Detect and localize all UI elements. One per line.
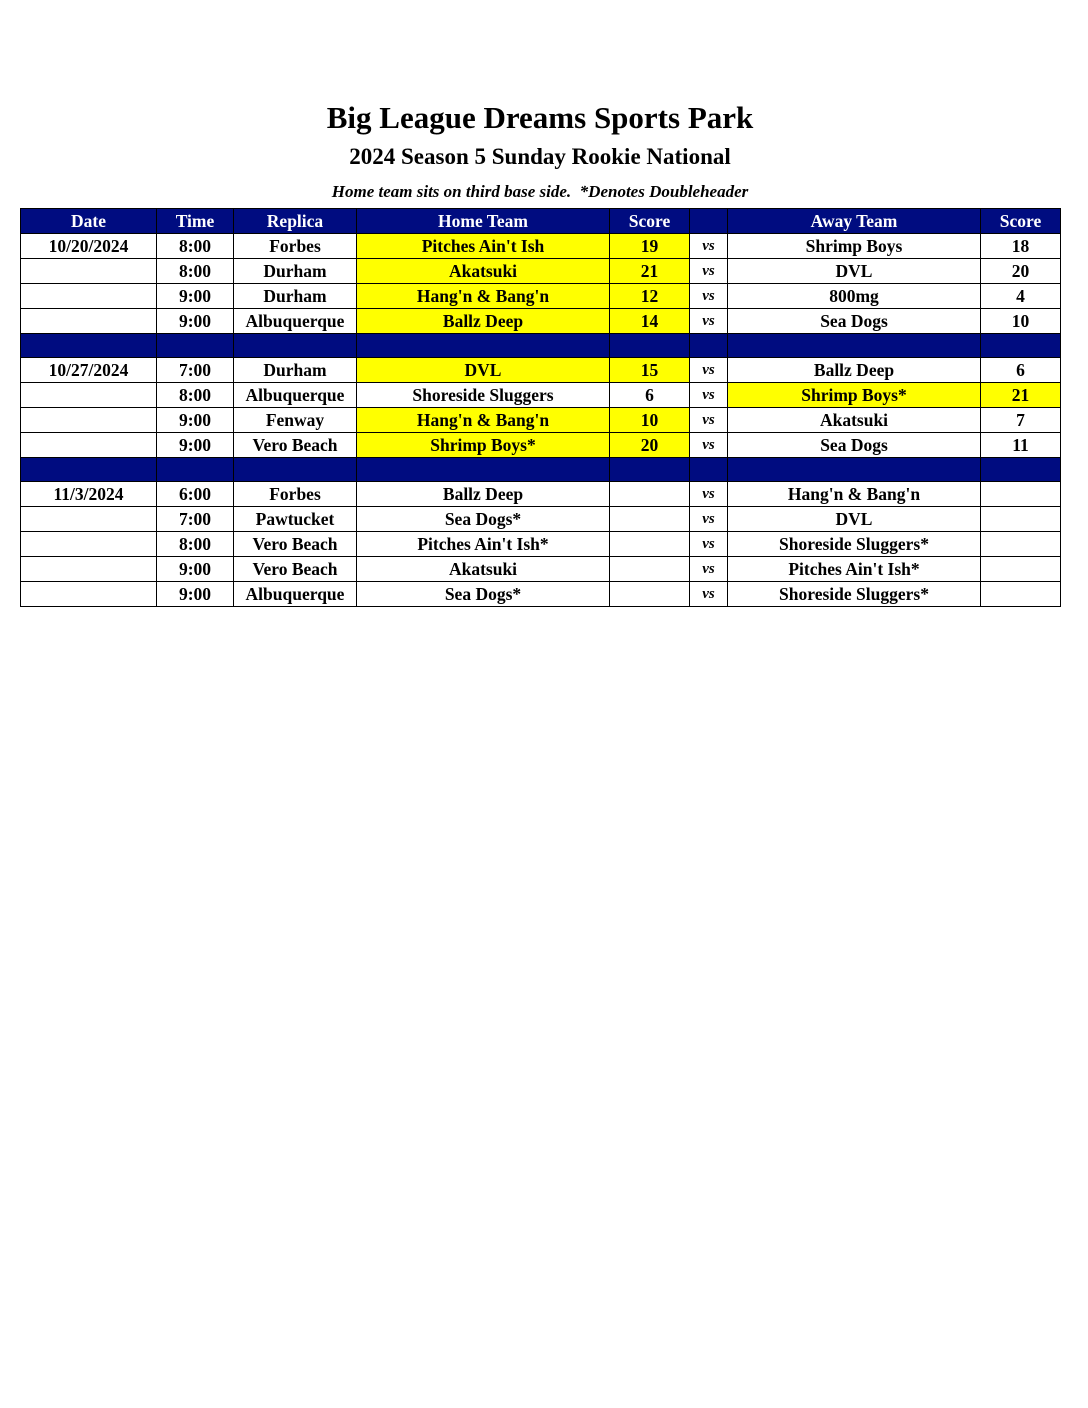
away-score-cell: 4 [981, 284, 1061, 309]
game-time-cell: 6:00 [157, 482, 234, 507]
away-team-cell: Pitches Ain't Ish* [728, 557, 981, 582]
separator-cell [610, 458, 690, 482]
schedule-table [20, 208, 1061, 607]
game-date-cell [21, 557, 157, 582]
game-replica-cell: Vero Beach [234, 532, 357, 557]
table-row [21, 234, 1061, 259]
home-score-cell: 14 [610, 309, 690, 334]
game-date-cell [21, 284, 157, 309]
separator-cell [21, 334, 157, 358]
game-time-cell: 9:00 [157, 408, 234, 433]
week-separator-row [21, 334, 1061, 358]
game-replica-cell: Albuquerque [234, 383, 357, 408]
away-score-cell [981, 507, 1061, 532]
home-team-cell: Sea Dogs* [357, 582, 610, 607]
away-team-cell: Shoreside Sluggers* [728, 532, 981, 557]
home-team-cell: Shoreside Sluggers [357, 383, 610, 408]
separator-cell [728, 458, 981, 482]
home-team-cell: Hang'n & Bang'n [357, 284, 610, 309]
away-team-cell: Shrimp Boys [728, 234, 981, 259]
game-time-cell: 8:00 [157, 532, 234, 557]
game-replica-cell: Durham [234, 358, 357, 383]
vs-label-cell: vs [690, 284, 728, 309]
game-date-cell [21, 259, 157, 284]
game-date-cell [21, 383, 157, 408]
game-replica-cell: Albuquerque [234, 582, 357, 607]
vs-label-cell: vs [690, 582, 728, 607]
away-score-cell: 18 [981, 234, 1061, 259]
vs-column-header [690, 209, 728, 234]
separator-cell [690, 458, 728, 482]
away-team-column-header: Away Team [728, 209, 981, 234]
home-score-cell: 21 [610, 259, 690, 284]
game-date-cell [21, 582, 157, 607]
away-score-cell: 6 [981, 358, 1061, 383]
home-score-cell: 19 [610, 234, 690, 259]
separator-cell [157, 458, 234, 482]
header-row [21, 209, 1061, 234]
home-team-cell: Hang'n & Bang'n [357, 408, 610, 433]
game-time-cell: 9:00 [157, 433, 234, 458]
away-team-cell: Shoreside Sluggers* [728, 582, 981, 607]
table-row [21, 309, 1061, 334]
game-time-cell: 7:00 [157, 507, 234, 532]
away-score-column-header: Score [981, 209, 1061, 234]
separator-cell [157, 334, 234, 358]
away-score-cell: 7 [981, 408, 1061, 433]
week-separator-row [21, 458, 1061, 482]
table-row [21, 582, 1061, 607]
home-score-cell: 6 [610, 383, 690, 408]
table-row [21, 557, 1061, 582]
game-replica-cell: Durham [234, 284, 357, 309]
home-team-column-header: Home Team [357, 209, 610, 234]
away-team-cell: Sea Dogs [728, 309, 981, 334]
home-score-cell [610, 507, 690, 532]
game-time-cell: 9:00 [157, 309, 234, 334]
table-row [21, 259, 1061, 284]
schedule-body [21, 234, 1061, 607]
home-score-cell [610, 482, 690, 507]
away-team-cell: Shrimp Boys* [728, 383, 981, 408]
table-row [21, 482, 1061, 507]
home-team-cell: Ballz Deep [357, 482, 610, 507]
game-replica-cell: Pawtucket [234, 507, 357, 532]
away-score-cell: 21 [981, 383, 1061, 408]
separator-cell [981, 458, 1061, 482]
table-row [21, 433, 1061, 458]
vs-label-cell: vs [690, 259, 728, 284]
separator-cell [728, 334, 981, 358]
vs-label-cell: vs [690, 532, 728, 557]
home-score-cell: 12 [610, 284, 690, 309]
game-time-cell: 7:00 [157, 358, 234, 383]
separator-cell [610, 334, 690, 358]
table-row [21, 358, 1061, 383]
away-team-cell: DVL [728, 507, 981, 532]
game-date-cell [21, 532, 157, 557]
game-time-cell: 8:00 [157, 383, 234, 408]
schedule-note: Home team sits on third base side. *Denotes Doubleheader [331, 182, 749, 201]
separator-cell [234, 334, 357, 358]
home-score-cell [610, 582, 690, 607]
page-title: Big League Dreams Sports Park [326, 100, 754, 135]
vs-label-cell: vs [690, 507, 728, 532]
home-team-cell: Shrimp Boys* [357, 433, 610, 458]
table-row [21, 408, 1061, 433]
game-date-cell [21, 309, 157, 334]
vs-label-cell: vs [690, 383, 728, 408]
home-score-cell [610, 557, 690, 582]
away-team-cell: 800mg [728, 284, 981, 309]
page-subtitle: 2024 Season 5 Sunday Rookie National [349, 144, 731, 169]
away-score-cell: 11 [981, 433, 1061, 458]
vs-label-cell: vs [690, 408, 728, 433]
date-column-header: Date [21, 209, 157, 234]
game-replica-cell: Vero Beach [234, 557, 357, 582]
game-date-cell [21, 408, 157, 433]
table-row [21, 532, 1061, 557]
home-team-cell: Pitches Ain't Ish [357, 234, 610, 259]
game-replica-cell: Albuquerque [234, 309, 357, 334]
game-date-cell: 11/3/2024 [21, 482, 157, 507]
separator-cell [690, 334, 728, 358]
home-team-cell: Akatsuki [357, 557, 610, 582]
home-team-cell: Sea Dogs* [357, 507, 610, 532]
home-team-cell: Akatsuki [357, 259, 610, 284]
home-team-cell: Ballz Deep [357, 309, 610, 334]
away-team-cell: Ballz Deep [728, 358, 981, 383]
game-replica-cell: Forbes [234, 234, 357, 259]
away-score-cell: 20 [981, 259, 1061, 284]
away-score-cell: 10 [981, 309, 1061, 334]
away-team-cell: DVL [728, 259, 981, 284]
away-score-cell [981, 482, 1061, 507]
home-team-cell: DVL [357, 358, 610, 383]
game-replica-cell: Durham [234, 259, 357, 284]
vs-label-cell: vs [690, 433, 728, 458]
vs-label-cell: vs [690, 309, 728, 334]
table-row [21, 383, 1061, 408]
time-column-header: Time [157, 209, 234, 234]
vs-label-cell: vs [690, 358, 728, 383]
game-date-cell [21, 507, 157, 532]
away-score-cell [981, 582, 1061, 607]
game-time-cell: 9:00 [157, 284, 234, 309]
separator-cell [357, 334, 610, 358]
vs-label-cell: vs [690, 234, 728, 259]
game-date-cell: 10/20/2024 [21, 234, 157, 259]
home-score-column-header: Score [610, 209, 690, 234]
game-replica-cell: Vero Beach [234, 433, 357, 458]
game-time-cell: 8:00 [157, 259, 234, 284]
home-score-cell: 15 [610, 358, 690, 383]
home-team-cell: Pitches Ain't Ish* [357, 532, 610, 557]
vs-label-cell: vs [690, 557, 728, 582]
game-date-cell [21, 433, 157, 458]
separator-cell [357, 458, 610, 482]
game-date-cell: 10/27/2024 [21, 358, 157, 383]
table-row [21, 507, 1061, 532]
game-time-cell: 8:00 [157, 234, 234, 259]
away-score-cell [981, 532, 1061, 557]
separator-cell [234, 458, 357, 482]
away-team-cell: Akatsuki [728, 408, 981, 433]
game-replica-cell: Forbes [234, 482, 357, 507]
separator-cell [21, 458, 157, 482]
table-row [21, 284, 1061, 309]
replica-column-header: Replica [234, 209, 357, 234]
vs-label-cell: vs [690, 482, 728, 507]
away-team-cell: Hang'n & Bang'n [728, 482, 981, 507]
home-score-cell: 20 [610, 433, 690, 458]
game-replica-cell: Fenway [234, 408, 357, 433]
separator-cell [981, 334, 1061, 358]
away-score-cell [981, 557, 1061, 582]
game-time-cell: 9:00 [157, 582, 234, 607]
home-score-cell [610, 532, 690, 557]
away-team-cell: Sea Dogs [728, 433, 981, 458]
game-time-cell: 9:00 [157, 557, 234, 582]
home-score-cell: 10 [610, 408, 690, 433]
